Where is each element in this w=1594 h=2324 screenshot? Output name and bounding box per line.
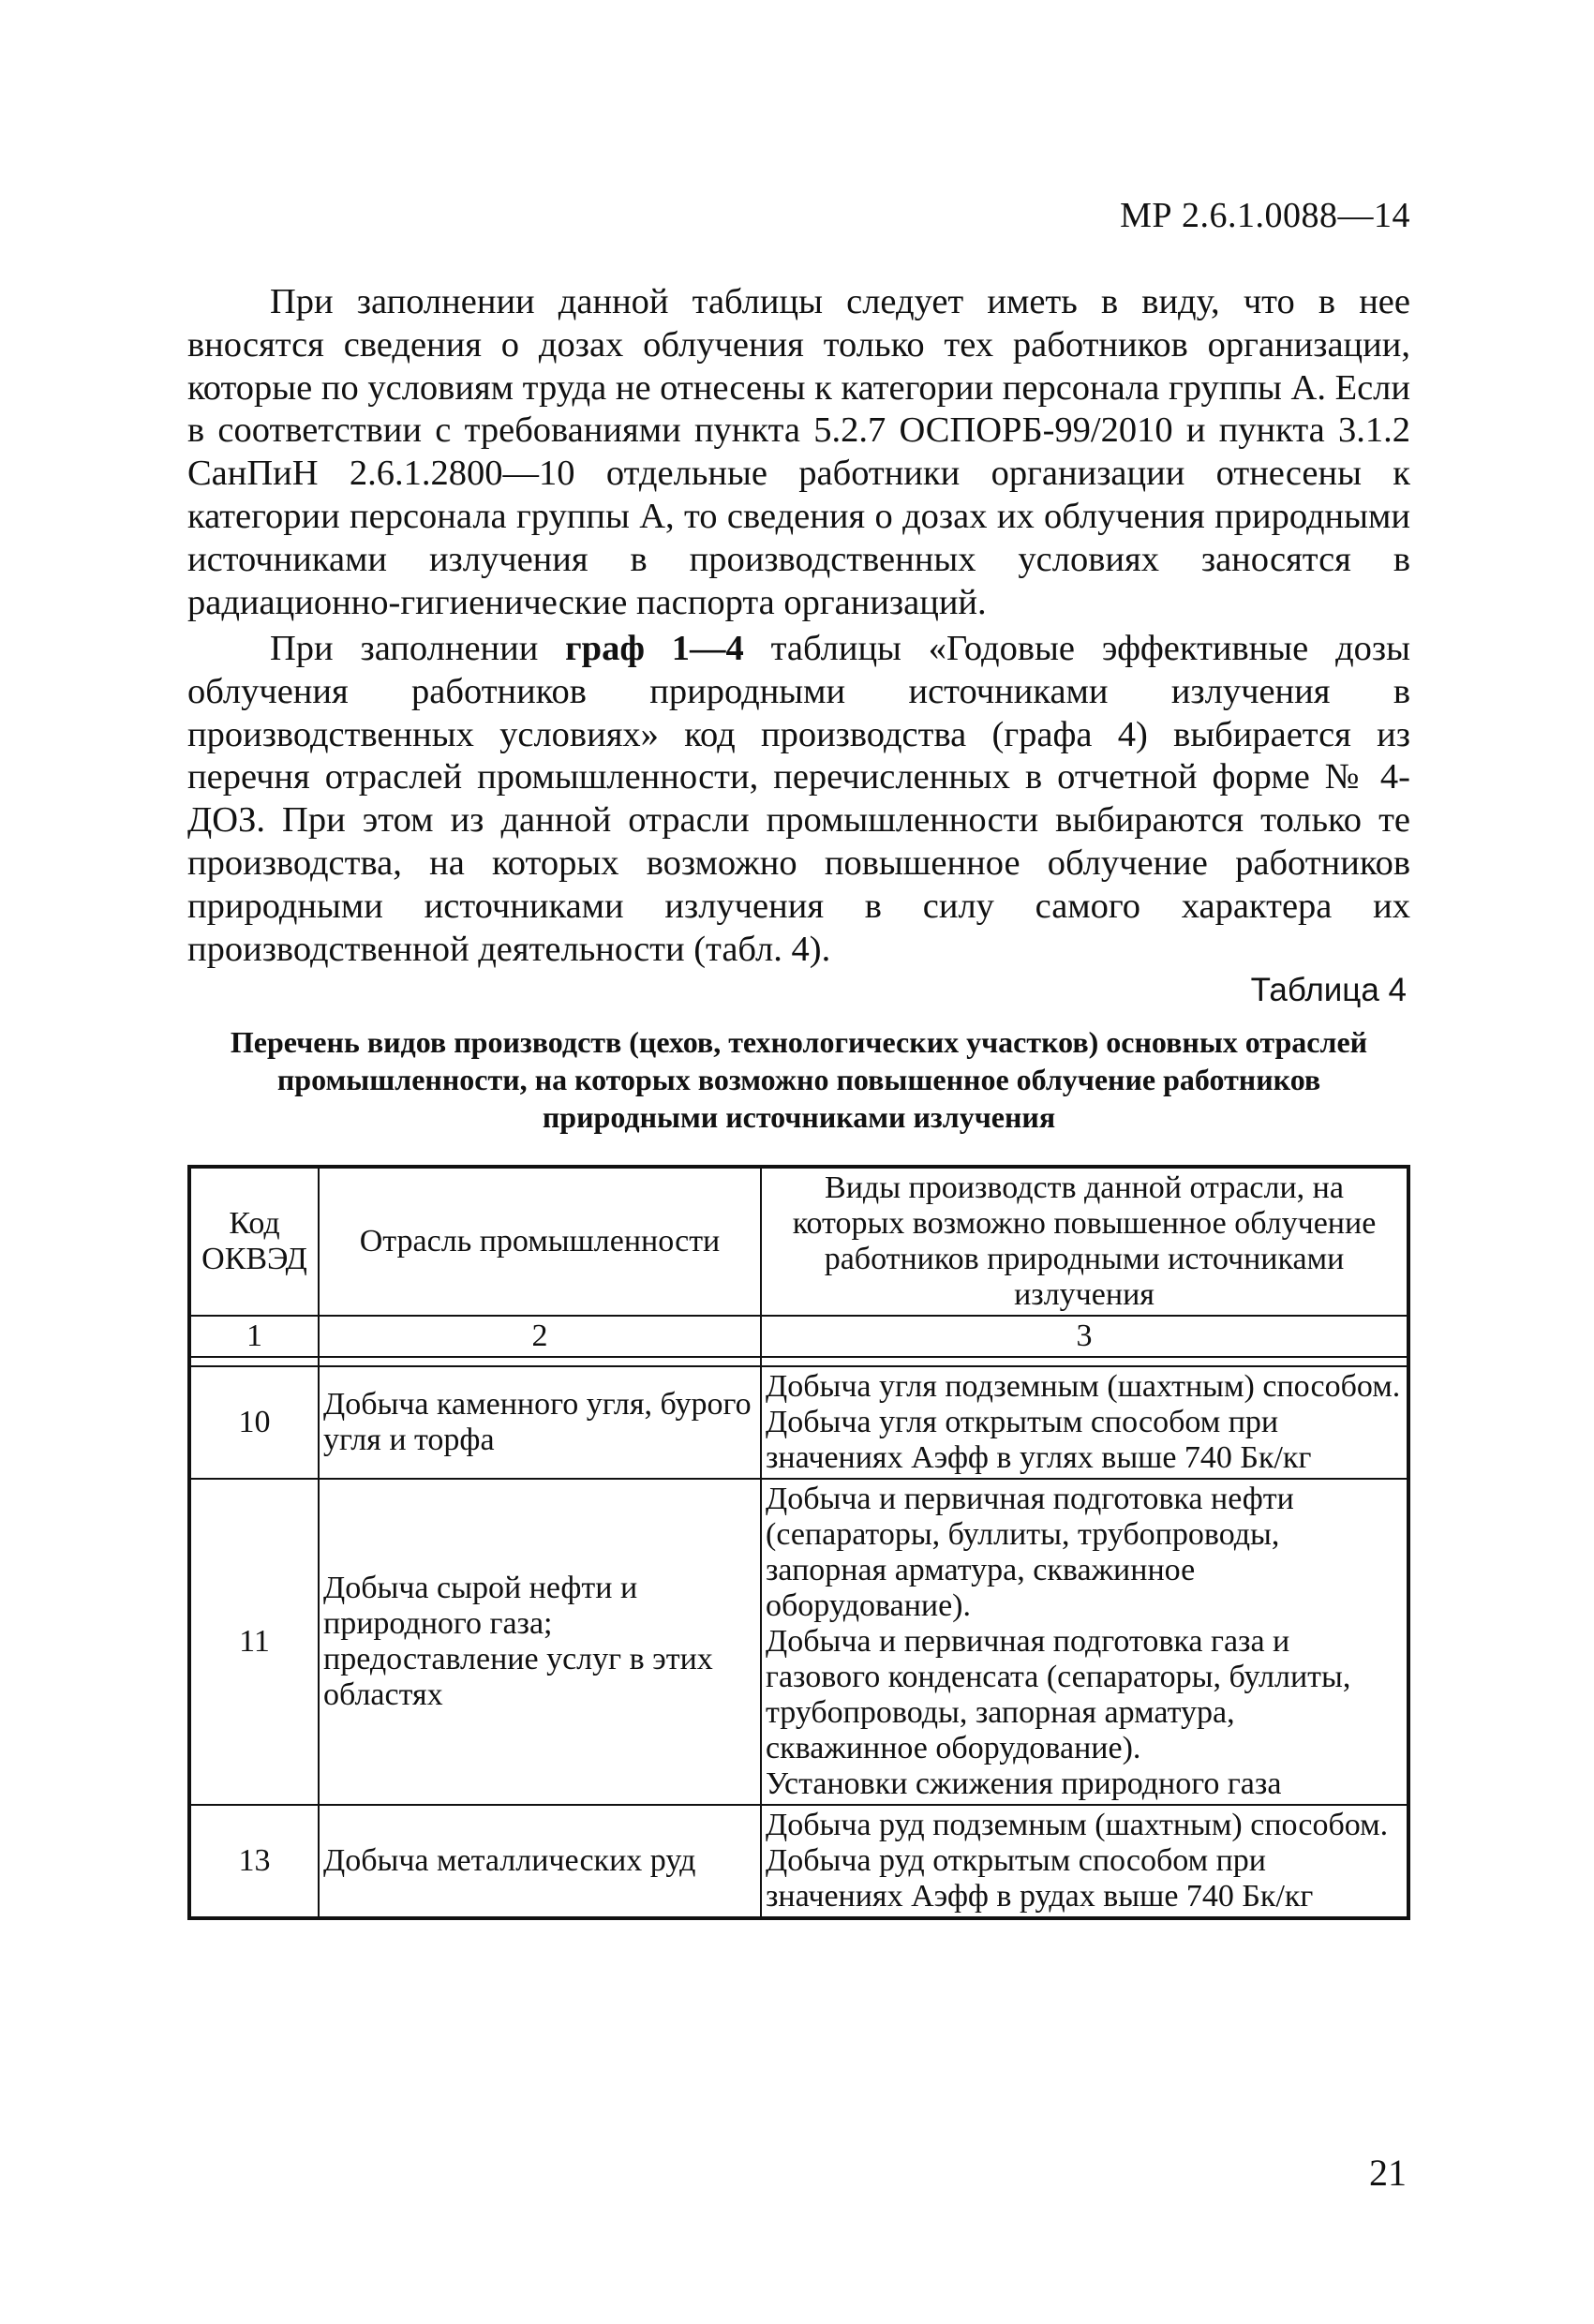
running-header: МР 2.6.1.0088—14 xyxy=(1120,196,1410,235)
table-row xyxy=(189,1479,1408,1805)
page-number: 21 xyxy=(1369,2152,1407,2194)
row-code: 11 xyxy=(189,1479,319,1805)
table-label: Таблица 4 xyxy=(1250,972,1407,1008)
row-type-line: Добыча руд подземным (шахтным) способом. xyxy=(766,1808,1389,1842)
row-type-line: Добыча угля открытым способом при значениях Аэфф в углях выше 740 Бк/кг xyxy=(766,1405,1312,1475)
row-type-line: Добыча руд открытым способом при значениях Аэфф в рудах выше 740 Бк/кг xyxy=(766,1843,1314,1914)
row-branch: Добыча каменного угля, бурого угля и торфа xyxy=(319,1366,761,1479)
row-code: 10 xyxy=(189,1366,319,1479)
row-types xyxy=(761,1479,1408,1805)
header-types: Виды производств данной отрасли, на которых возможно повышенное облучение работников природными источниками излучения xyxy=(761,1167,1408,1316)
column-number: 2 xyxy=(319,1316,761,1357)
row-branch: Добыча металлических руд xyxy=(319,1805,761,1918)
paragraph-2-rest: таблицы «Годовые эффективные дозы облучения работников природными источниками излучения в производственных условиях» код производства (графа 4) выбирается из перечня отраслей промышленности, перечисленных в отчетной форме № 4-ДОЗ. При этом из данной отрасли промышленности выбираются только те производства, на которых возможно повышенное облучение работников природными источниками излучения в силу самого характера их производственной деятельности (табл. 4). xyxy=(187,629,1410,969)
row-type-line: Добыча и первичная подготовка нефти (сепараторы, буллиты, трубопроводы, запорная арматура, скважинное оборудование). xyxy=(766,1482,1294,1623)
table-title: Перечень видов производств (цехов, технологических участков) основных отраслей промышленности, на которых возможно повышенное облучение работников природными источниками излучения xyxy=(230,1025,1368,1134)
row-type-line: Добыча и первичная подготовка газа и газового конденсата (сепараторы, буллиты, трубопроводы, запорная арматура, скважинное оборудование). xyxy=(766,1624,1351,1765)
paragraph-2-prefix: При заполнении xyxy=(270,629,566,668)
header-code: Код ОКВЭД xyxy=(189,1167,319,1316)
row-type-line: Добыча угля подземным (шахтным) способом. xyxy=(766,1369,1401,1404)
column-number-row xyxy=(189,1316,1408,1357)
row-type-line: Установки сжижения природного газа xyxy=(766,1766,1282,1801)
table-header-row xyxy=(189,1167,1408,1316)
table-row xyxy=(189,1366,1408,1479)
data-table xyxy=(187,1165,1410,1920)
paragraph-1-text: При заполнении данной таблицы следует иметь в виду, что в нее вносятся сведения о дозах облучения только тех работников организации, которые по условиям труда не отнесены к категории персонала группы А. Если в соответствии с требованиями пункта 5.2.7 ОСПОРБ-99/2010 и пункта 3.1.2 СанПиН 2.6.1.2800—10 отдельные работники организации отнесены к категории персонала группы А, то сведения о дозах их облучения природными источниками излучения в производственных условиях заносятся в радиационно-гигиенические паспорта организаций. xyxy=(187,282,1410,622)
paragraph-1 xyxy=(187,281,1410,624)
row-branch: Добыча сырой нефти и природного газа; предоставление услуг в этих областях xyxy=(319,1479,761,1805)
paragraph-2-bold: граф 1—4 xyxy=(565,629,744,668)
row-types xyxy=(761,1805,1408,1918)
paragraph-2-text xyxy=(187,628,1410,971)
column-number: 1 xyxy=(189,1316,319,1357)
header-branch: Отрасль промышленности xyxy=(319,1167,761,1316)
paragraph-2 xyxy=(187,628,1410,971)
table-separator xyxy=(189,1357,1408,1366)
column-number: 3 xyxy=(761,1316,1408,1357)
row-types xyxy=(761,1366,1408,1479)
table-row xyxy=(189,1805,1408,1918)
row-code: 13 xyxy=(189,1805,319,1918)
